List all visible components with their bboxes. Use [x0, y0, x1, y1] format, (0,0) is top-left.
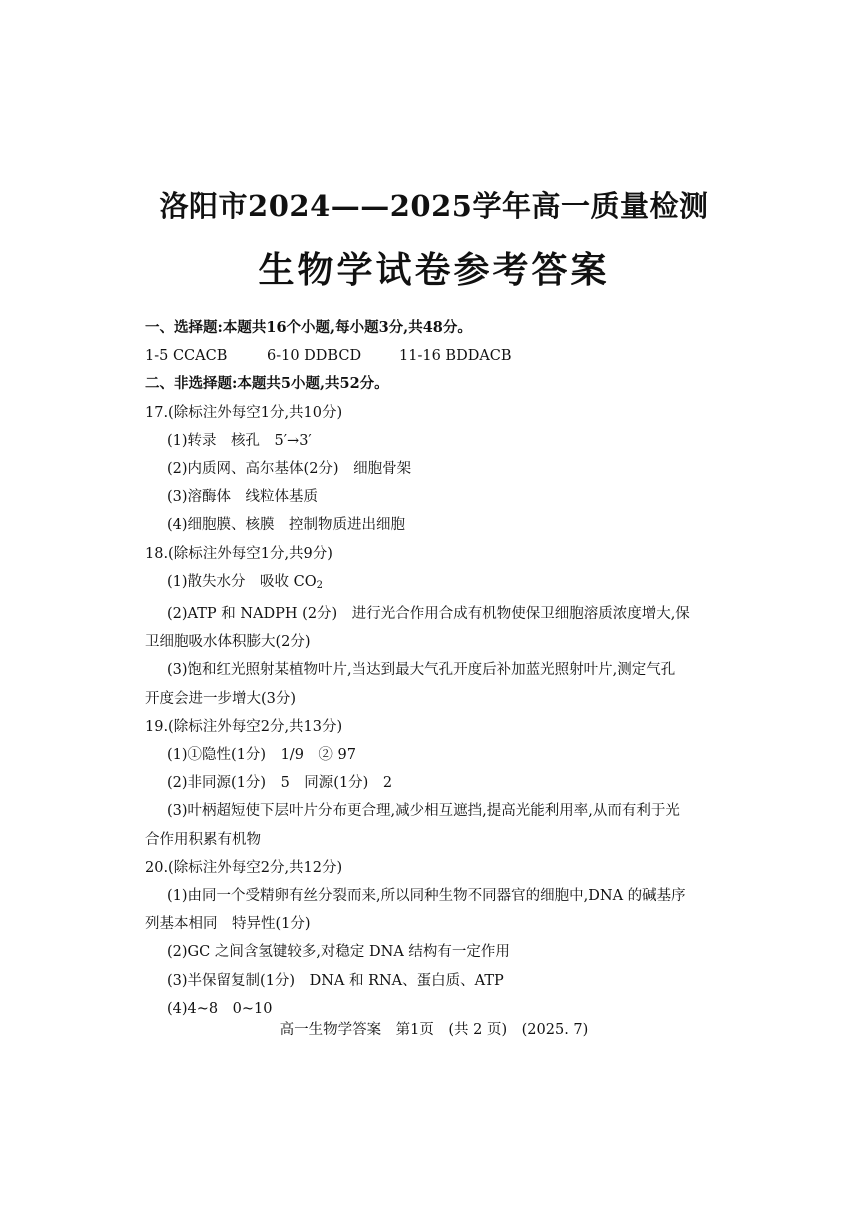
choice-answers-1-5: 1-5 CCACB	[145, 348, 228, 365]
question-18-answer-1	[145, 568, 735, 600]
question-17-answer-1: (1)转录 核孔 5′→3′	[167, 432, 312, 449]
question-19-answer-2: (2)非同源(1分) 5 同源(1分) 2	[167, 775, 393, 792]
document-title: 生物学试卷参考答案	[258, 249, 610, 291]
question-19-answer-1: (1)①隐性(1分) 1/9 ② 97	[167, 747, 356, 764]
question-17-answer-3: (3)溶酶体 线粒体基质	[167, 489, 319, 506]
section-heading-nonchoice: 二、非选择题:本题共5小题,共52分。	[145, 375, 389, 393]
question-18-answer-3-line-1: (3)饱和红光照射某植物叶片,当达到最大气孔开度后补加蓝光照射叶片,测定气孔	[167, 662, 676, 679]
choice-answers-row	[145, 342, 735, 370]
choice-answers-11-16: 11-16 BDDACB	[399, 348, 512, 365]
question-17-answer-2: (2)内质网、高尔基体(2分) 细胞骨架	[167, 461, 412, 478]
question-18-head: 18.(除标注外每空1分,共9分)	[145, 545, 333, 562]
exam-title: 洛阳市2024——2025学年高一质量检测	[159, 189, 709, 223]
question-20-answer-1-line-1: (1)由同一个受精卵有丝分裂而来,所以同种生物不同器官的细胞中,DNA 的碱基序	[167, 888, 686, 905]
question-20-answer-2: (2)GC 之间含氢键较多,对稳定 DNA 结构有一定作用	[167, 944, 510, 961]
answer-content	[145, 314, 735, 1023]
question-20-answer-4: (4)4~8 0~10	[167, 1000, 273, 1017]
co2-subscript: 2	[316, 579, 324, 591]
question-17-head: 17.(除标注外每空1分,共10分)	[145, 404, 343, 421]
question-19-answer-3-line-1: (3)叶柄超短使下层叶片分布更合理,减少相互遮挡,提高光能利用率,从而有利于光	[167, 803, 680, 820]
choice-answers-6-10: 6-10 DDBCD	[267, 348, 362, 365]
question-19-answer-3-line-2: 合作用积累有机物	[145, 831, 261, 848]
question-20-answer-3: (3)半保留复制(1分) DNA 和 RNA、蛋白质、ATP	[167, 972, 504, 989]
question-17-answer-4: (4)细胞膜、核膜 控制物质进出细胞	[167, 517, 406, 534]
question-18-answer-3-line-2: 开度会进一步增大(3分)	[145, 690, 297, 707]
question-20-head: 20.(除标注外每空2分,共12分)	[145, 859, 343, 876]
page-footer: 高一生物学答案 第1页 (共 2 页) (2025. 7)	[279, 1022, 589, 1038]
question-18-answer-1-text: (1)散失水分 吸收 CO	[167, 573, 317, 590]
question-19-head: 19.(除标注外每空2分,共13分)	[145, 718, 343, 735]
section-heading-choice: 一、选择题:本题共16个小题,每小题3分,共48分。	[145, 319, 472, 336]
question-18-answer-2-line-2: 卫细胞吸水体积膨大(2分)	[145, 634, 311, 651]
question-18-answer-2-line-1: (2)ATP 和 NADPH (2分) 进行光合作用合成有机物使保卫细胞溶质浓度增大,保	[167, 606, 690, 623]
question-20-answer-1-line-2: 列基本相同 特异性(1分)	[145, 916, 311, 933]
